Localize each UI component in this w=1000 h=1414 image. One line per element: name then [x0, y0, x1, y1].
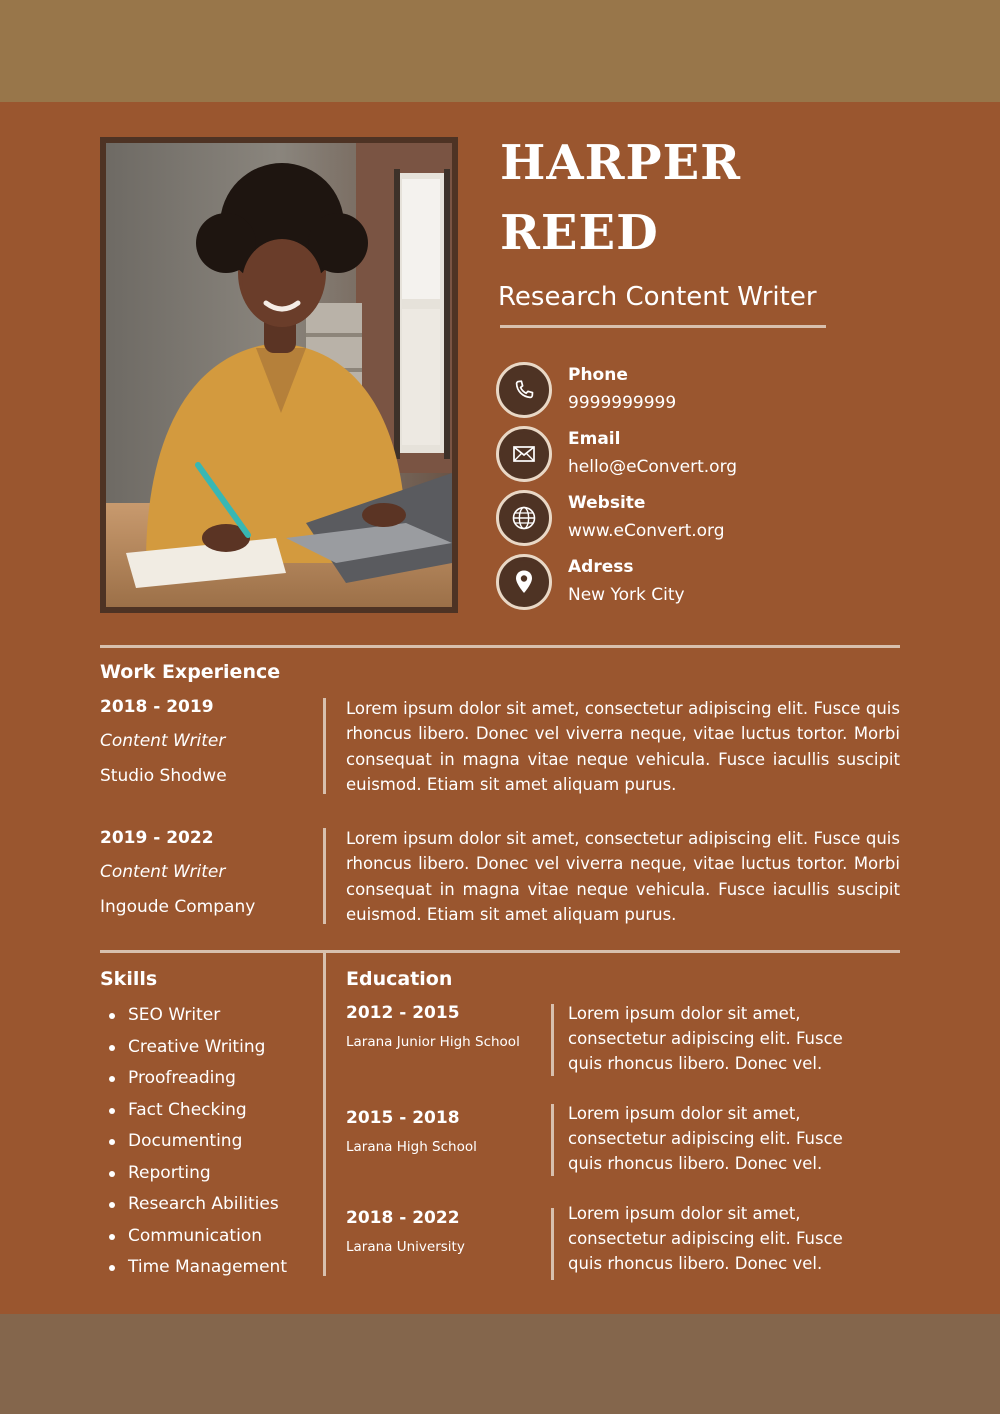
work-role: Content Writer [100, 862, 226, 882]
education-heading: Education [346, 968, 453, 990]
name-first: HARPER [500, 135, 742, 191]
education-years: 2018 - 2022 [346, 1208, 460, 1228]
phone-value[interactable]: 9999999999 [568, 393, 677, 413]
profile-photo [106, 143, 452, 607]
education-description: Lorem ipsum dolor sit amet, consectetur adipiscing elit. Fusce quis rhoncus libero. Donec vel. [568, 1104, 843, 1173]
work-years: 2018 - 2019 [100, 697, 214, 717]
education-divider [551, 1004, 554, 1076]
work-role: Content Writer [100, 731, 226, 751]
education-description: Lorem ipsum dolor sit amet, consectetur adipiscing elit. Fusce quis rhoncus libero. Donec vel. [568, 1204, 843, 1273]
section-divider-top [100, 645, 900, 648]
education-school: Larana High School [346, 1139, 477, 1155]
contact-address [496, 554, 896, 610]
email-icon [496, 426, 552, 482]
email-value[interactable]: hello@eConvert.org [568, 457, 738, 477]
work-company: Ingoude Company [100, 897, 256, 917]
name-last: REED [500, 205, 659, 261]
address-value: New York City [568, 585, 685, 605]
work-divider [323, 828, 326, 924]
work-description: Lorem ipsum dolor sit amet, consectetur adipiscing elit. Fusce quis rhoncus libero. Donec vel viverra neque, vitae luctus tortor. Morbi consequat in magna vitae neque vehicula. Fusce iacullis suscipit euismod. Etiam sit amet aliquam purus. [346, 829, 900, 924]
skill-item: Creative Writing [100, 1032, 287, 1064]
work-description: Lorem ipsum dolor sit amet, consectetur adipiscing elit. Fusce quis rhoncus libero. Donec vel viverra neque, vitae luctus tortor. Morbi consequat in magna vitae neque vehicula. Fusce iacullis suscipit euismod. Etiam sit amet aliquam purus. [346, 699, 900, 794]
profile-photo-frame [100, 137, 458, 613]
work-company: Studio Shodwe [100, 766, 227, 786]
email-label: Email [568, 429, 621, 449]
website-value[interactable]: www.eConvert.org [568, 521, 725, 541]
skill-item: Reporting [100, 1158, 287, 1190]
skill-item: Time Management [100, 1252, 287, 1284]
skill-item: Communication [100, 1221, 287, 1253]
skill-item: Proofreading [100, 1063, 287, 1095]
address-label: Adress [568, 557, 634, 577]
skill-item: Documenting [100, 1126, 287, 1158]
location-pin-icon [496, 554, 552, 610]
candidate-name [500, 128, 880, 268]
contact-email [496, 426, 896, 482]
work-divider [323, 698, 326, 794]
education-years: 2015 - 2018 [346, 1108, 460, 1128]
skills-list [100, 1000, 287, 1284]
education-description: Lorem ipsum dolor sit amet, consectetur adipiscing elit. Fusce quis rhoncus libero. Donec vel. [568, 1004, 843, 1073]
top-band [0, 0, 1000, 102]
section-divider-bottom [100, 950, 900, 953]
phone-label: Phone [568, 365, 628, 385]
contact-phone [496, 362, 896, 418]
work-experience-heading: Work Experience [100, 661, 281, 683]
contact-website [496, 490, 896, 546]
title-divider [500, 325, 826, 328]
skill-item: SEO Writer [100, 1000, 287, 1032]
education-school: Larana Junior High School [346, 1034, 520, 1050]
work-years: 2019 - 2022 [100, 828, 214, 848]
education-school: Larana University [346, 1239, 465, 1255]
education-years: 2012 - 2015 [346, 1003, 460, 1023]
education-divider [551, 1208, 554, 1280]
job-title: Research Content Writer [498, 282, 817, 312]
education-divider [551, 1104, 554, 1176]
skills-heading: Skills [100, 968, 158, 990]
bottom-band [0, 1314, 1000, 1414]
phone-icon [496, 362, 552, 418]
website-label: Website [568, 493, 646, 513]
globe-icon [496, 490, 552, 546]
skill-item: Research Abilities [100, 1189, 287, 1221]
skills-education-divider [323, 952, 326, 1276]
skill-item: Fact Checking [100, 1095, 287, 1127]
